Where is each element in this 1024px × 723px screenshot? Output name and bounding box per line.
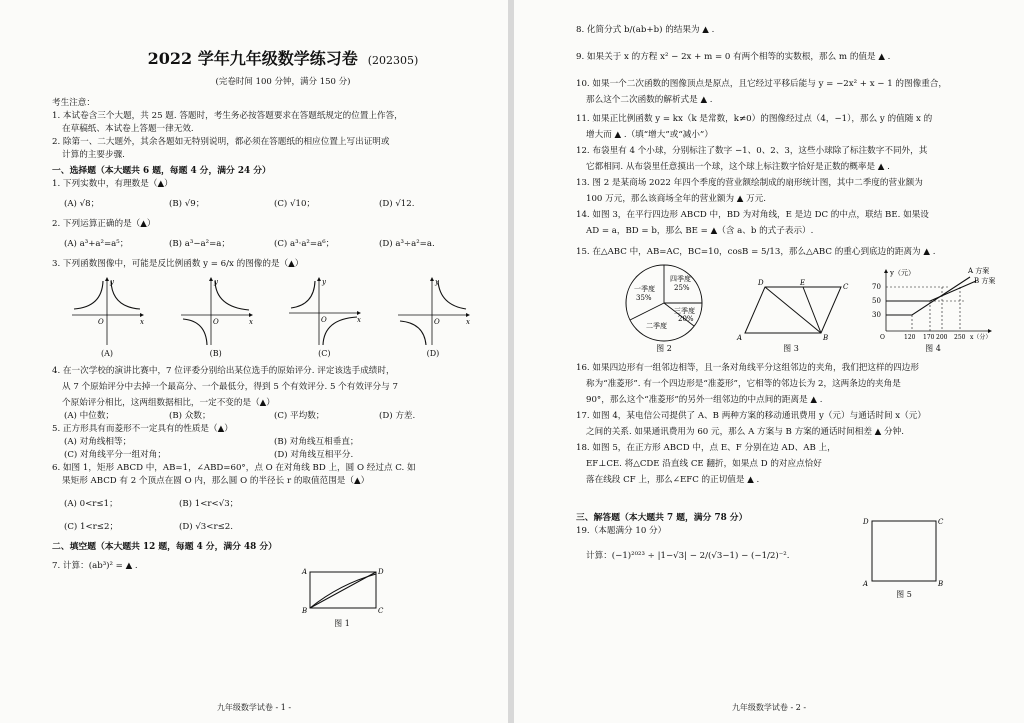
option-b: (B) 对角线互相垂直； (274, 437, 359, 447)
fig4-xtick: 200 (936, 334, 948, 341)
figure-4 (870, 267, 996, 354)
vertex-e-label: E (800, 279, 806, 287)
figure-4-chart-svg (870, 267, 996, 343)
option-a: (A) √8； (64, 199, 100, 209)
figure-5 (862, 515, 946, 600)
section-1-header: 一、选择题（本大题共 6 题，每题 4 分，满分 24 分） (52, 166, 271, 176)
question-19: 计算：(−1)²⁰²³ ÷ |1−√3| − 2/(√3−1) − (−1/2)⁻². (586, 551, 790, 561)
question-16-line: 16. 如果四边形有一组邻边相等，且一条对角线平分这组邻边的夹角，我们把这样的四边形 (576, 363, 919, 373)
figure-3 (731, 277, 851, 354)
question-8: 8. 化简分式 b/(ab+b) 的结果为 ▲ . (576, 25, 715, 35)
figure-1 (300, 566, 384, 629)
exam-title (82, 46, 484, 69)
vertex-b-label: B (938, 580, 944, 587)
figure-1-caption: 图 1 (334, 619, 350, 628)
question-14-line: AD = a，BD = b，那么 BE = ▲（含 a、b 的式子表示）. (586, 226, 814, 236)
question-2: 2. 下列运算正确的是（▲） (52, 219, 156, 229)
figure-2 (616, 263, 712, 354)
notice-line: 1. 本试卷含三个大题，共 25 题. 答题时，考生务必按答题要求在答题纸规定的位置上作答， (52, 111, 403, 121)
notice-line: 计算的主要步骤. (62, 150, 125, 160)
figure-4-caption: 图 4 (925, 344, 941, 353)
fig4-y-axis-label: y（元） (890, 269, 915, 277)
figures-2-3-4 (576, 259, 1004, 354)
option-a: (A) 中位数； (64, 411, 115, 421)
question-6-options-row1 (52, 498, 294, 511)
graph-b-label: (B) (209, 349, 222, 358)
question-3-graphs (52, 271, 484, 358)
notice-line: 2. 除第一、二大题外，其余各题如无特别说明，都必须在答题纸的相应位置上写出证明或 (52, 137, 390, 147)
option-a: (A) a³+a²=a⁵； (64, 239, 129, 249)
exam-subtitle: (完卷时间 100 分钟，满分 150 分) (215, 77, 351, 87)
pie-value-q4: 25% (674, 284, 690, 292)
vertex-c-label: C (378, 607, 384, 615)
question-18-line: 18. 如图 5，在正方形 ABCD 中，点 E、F 分别在边 AD、AB 上， (576, 443, 836, 453)
fig4-xtick: 120 (904, 334, 916, 341)
option-c: (C) 平均数； (274, 411, 325, 421)
question-6-line: 6. 如图 1，矩形 ABCD 中，AB=1，∠ABD=60°，点 O 在对角线 BD 上，圆 O 经过点 C. 如 (52, 463, 416, 473)
figure-5-caption: 图 5 (896, 590, 912, 599)
figure-1-svg (300, 566, 384, 616)
question-4-options (52, 410, 484, 423)
question-5-options-row1 (52, 436, 484, 449)
question-13-line: 13. 图 2 是某商场 2022 年四个季度的营业额绘制成的扇形统计图，其中二季度的营业额为 (576, 178, 923, 188)
fig4-series-a-label: A 方案 (968, 267, 990, 275)
question-6-line: 果矩形 ABCD 有 2 个顶点在圆 O 内，那么圆 O 的半径长 r 的取值范围是（▲） (62, 476, 370, 486)
exam-code: (202305) (367, 54, 419, 67)
pie-value-q1: 35% (636, 294, 652, 302)
origin-label: O (98, 318, 104, 326)
axis-x-label: x (248, 318, 253, 326)
page-1 (0, 0, 508, 723)
page-1-footer: 九年级数学试卷 - 1 - (216, 703, 292, 712)
question-16-line: 称为“准菱形”. 有一个四边形是“准菱形”，它相等的邻边长为 2，这两条边的夹角是 (586, 379, 901, 389)
axis-x-label: x (140, 318, 144, 326)
origin-label: O (433, 318, 440, 326)
origin-label: O (212, 318, 219, 326)
option-c: (C) 对角线平分一组对角； (64, 450, 166, 460)
question-9: 9. 如果关于 x 的方程 x² − 2x + m = 0 有两个相等的实数根，那么 m 的值是 ▲ . (576, 52, 891, 62)
axis-y-label: y (434, 278, 439, 286)
option-c: (C) a³·a²=a⁶； (274, 239, 335, 249)
vertex-c-label: C (843, 283, 849, 291)
option-a: (A) 对角线相等； (64, 437, 132, 447)
vertex-b-label: B (823, 334, 829, 342)
option-b: (B) 1<r<√3； (179, 499, 239, 509)
question-13-line: 100 万元，那么该商场全年的营业额为 ▲ 万元. (586, 194, 767, 204)
pie-label-q2: 二季度 (646, 322, 667, 330)
pie-label-q1: 一季度 (634, 285, 655, 293)
graph-c-label: (C) (318, 349, 331, 358)
question-4-line: 个原始评分相比，这两组数据相比，一定不变的是（▲） (62, 398, 275, 408)
question-18-line: EF⊥CE. 将△CDE 沿直线 CE 翻折，如果点 D 的对应点恰好 (586, 459, 822, 469)
graph-a-svg (68, 275, 146, 349)
option-b: (B) 众数； (169, 411, 211, 421)
figure-2-pie-svg (616, 263, 712, 343)
fig4-ytick: 50 (872, 297, 881, 305)
question-5: 5. 正方形具有而菱形不一定具有的性质是（▲） (52, 424, 233, 434)
option-b: (B) a³−a²=a； (169, 239, 231, 249)
figure-3-svg (731, 277, 851, 343)
question-17-line: 之间的关系. 如果通讯费用为 60 元，那么 A 方案与 B 方案的通话时间相差 ▲ 分钟. (586, 427, 904, 437)
question-10-line: 那么这个二次函数的解析式是 ▲ . (586, 95, 713, 105)
option-d: (D) 方差. (379, 411, 416, 421)
fig4-xtick: 170 (923, 334, 935, 341)
pie-value-q3: 20% (678, 315, 694, 323)
axis-y-label: y (213, 278, 218, 286)
question-14-line: 14. 如图 3，在平行四边形 ABCD 中，BD 为对角线，E 是边 DC 的中点，联结 BE. 如果设 (576, 210, 929, 220)
vertex-a-label: A (737, 334, 743, 342)
pie-label-q3: 三季度 (674, 307, 695, 315)
option-d: (D) √12. (379, 199, 415, 209)
vertex-a-label: A (302, 568, 308, 576)
question-10-line: 10. 如果一个二次函数的图像顶点是原点，且它经过平移后能与 y = −2x² + x − 1 的图像重合， (576, 79, 947, 89)
graph-b-svg (177, 275, 255, 349)
option-d: (D) a³÷a²=a. (379, 239, 435, 249)
graph-a (68, 275, 146, 358)
page-2-footer: 九年级数学试卷 - 2 - (731, 703, 807, 712)
notice-header: 考生注意： (52, 98, 95, 108)
fig4-xtick: 250 (954, 334, 966, 341)
vertex-d-label: D (863, 518, 869, 526)
figure-3-caption: 图 3 (783, 344, 799, 353)
question-18-line: 落在线段 CF 上，那么∠EFC 的正切值是 ▲ . (586, 475, 760, 485)
question-19-header: 19.（本题满分 10 分） (576, 526, 667, 536)
question-12-line: 12. 布袋里有 4 个小球，分别标注了数字 −1、0、2、3，这些小球除了标注数字不同外，其 (576, 146, 928, 156)
vertex-b-label: B (302, 607, 308, 615)
fig4-series-b-label: B 方案 (974, 277, 996, 285)
question-6-options-row2 (52, 521, 294, 534)
figure-5-svg (862, 515, 946, 587)
question-12-line: 它都相同. 从布袋里任意摸出一个球，这个球上标注数字恰好是正数的概率是 ▲ . (586, 162, 890, 172)
graph-a-label: (A) (100, 349, 114, 358)
vertex-c-label: C (938, 518, 944, 526)
option-a: (A) 0<r≤1； (64, 499, 118, 509)
figure-2-caption: 图 2 (656, 344, 672, 353)
section-2-header: 二、填空题（本大题共 12 题，每题 4 分，满分 48 分） (52, 542, 277, 552)
question-5-options-row2 (52, 449, 484, 462)
question-2-options (52, 238, 484, 251)
section-3-header: 三、解答题（本大题共 7 题，满分 78 分） (576, 513, 748, 523)
vertex-a-label: A (863, 580, 869, 587)
graph-c (285, 275, 363, 358)
vertex-d-label: D (378, 568, 384, 576)
fig4-origin: O (880, 334, 885, 341)
fig4-ytick: 70 (872, 283, 881, 291)
axis-x-label: x (465, 318, 470, 326)
option-c: (C) √10； (274, 199, 316, 209)
graph-c-svg (285, 275, 363, 349)
axis-y-label: y (322, 278, 327, 286)
axis-y-label: y (110, 278, 114, 286)
question-11-line: 11. 如果正比例函数 y = kx（k 是常数，k≠0）的图像经过点（4，−1），那么 y 的值随 x 的 (576, 114, 933, 124)
fig4-x-axis-label: x（分） (970, 334, 992, 341)
graph-d-svg (394, 275, 472, 349)
axis-x-label: x (357, 316, 362, 324)
graph-b (177, 275, 255, 358)
graph-d (394, 275, 472, 358)
question-4-line: 4. 在一次学校的演讲比赛中，7 位评委分别给出某位选手的原始评分. 评定该选手成绩时， (52, 366, 395, 376)
question-15: 15. 在△ABC 中，AB=AC，BC=10，cosB = 5/13，那么△ABC 的重心到底边的距离为 ▲ . (576, 247, 936, 257)
graph-d-label: (D) (426, 349, 440, 358)
pie-label-q4: 四季度 (670, 275, 691, 283)
vertex-d-label: D (758, 279, 764, 287)
question-11-line: 增大而 ▲ .（填“增大”或“减小”） (586, 130, 713, 140)
question-7: 7. 计算：(ab³)² = ▲ . (52, 561, 138, 571)
option-b: (B) √9； (169, 199, 205, 209)
notice-line: 在草稿纸、本试卷上答题一律无效. (62, 124, 194, 134)
question-1-options (52, 198, 484, 211)
question-1: 1. 下列实数中，有理数是（▲） (52, 179, 173, 189)
question-16-line: 90°，那么这个“准菱形”的另外一组邻边的中点间的距离是 ▲ . (586, 395, 823, 405)
option-d: (D) 对角线互相平分. (274, 450, 354, 460)
question-4-line: 从 7 个原始评分中去掉一个最高分、一个最低分，得到 5 个有效评分. 5 个有效评分与 7 (62, 382, 398, 392)
fig4-ytick: 30 (872, 311, 881, 319)
question-3: 3. 下列函数图像中，可能是反比例函数 y = 6/x 的图像的是（▲） (52, 259, 304, 269)
title-text: 2022 学年九年级数学练习卷 (147, 49, 358, 68)
question-17-line: 17. 如图 4，某电信公司提供了 A、B 两种方案的移动通讯费用 y（元）与通话时间 x（元） (576, 411, 926, 421)
page-2 (514, 0, 1024, 723)
option-c: (C) 1<r≤2； (64, 522, 119, 532)
option-d: (D) √3<r≤2. (179, 522, 233, 532)
origin-label: O (321, 316, 328, 324)
